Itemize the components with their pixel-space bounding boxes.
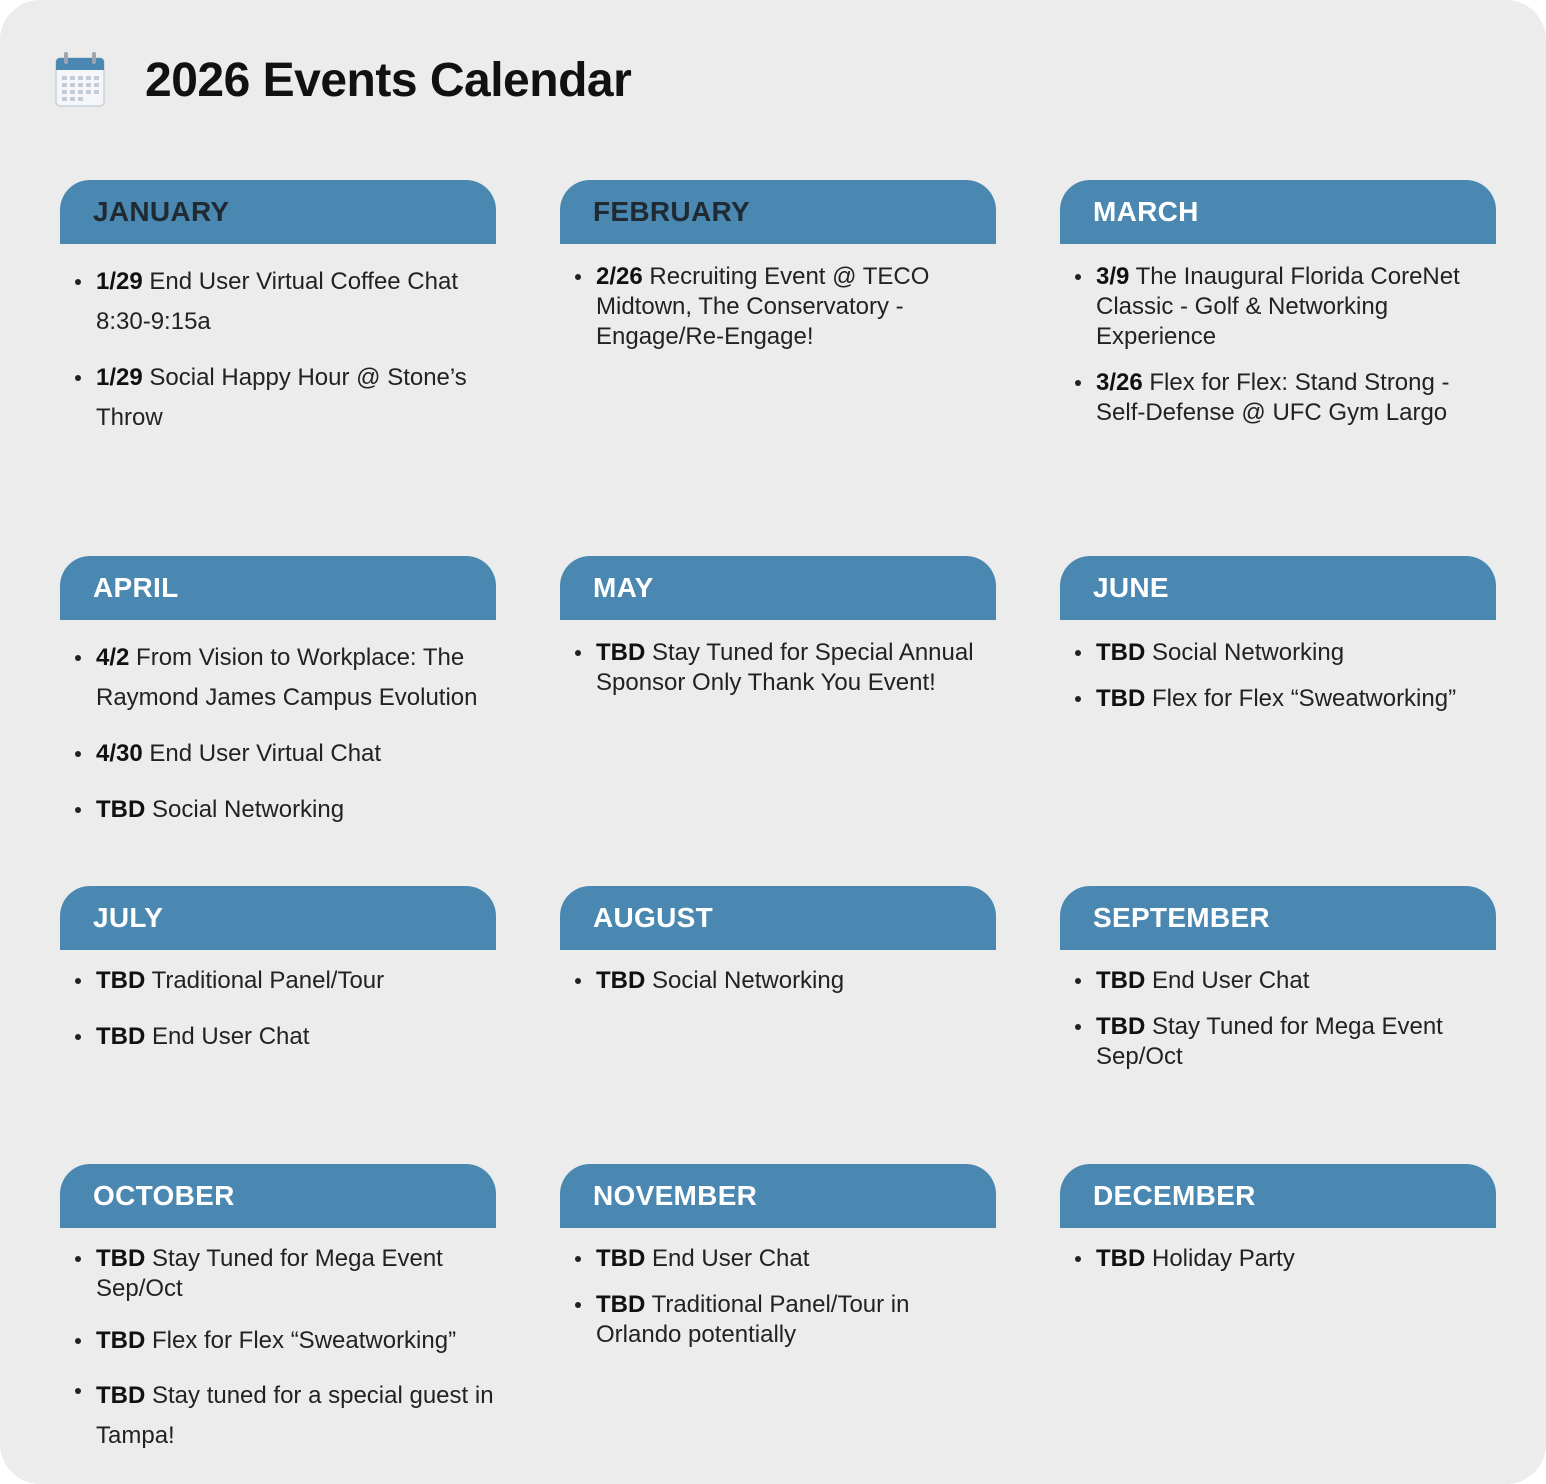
month-name: AUGUST — [593, 902, 714, 933]
month-header — [1060, 180, 1496, 244]
month-header — [60, 556, 496, 620]
month-card-march — [1060, 180, 1496, 444]
event-text: Social Networking — [652, 967, 845, 994]
event-text: Recruiting Event @ TECO Midtown, The Conservatory - Engage/Re-Engage! — [596, 263, 930, 350]
event-text: End User Virtual Chat — [149, 740, 382, 767]
month-header — [560, 1164, 996, 1228]
month-header — [60, 180, 496, 244]
event-date: TBD — [1096, 1245, 1146, 1272]
event-text: Social Happy Hour @ Stone’s Throw — [96, 364, 467, 431]
event-item — [60, 638, 496, 718]
event-item — [1060, 368, 1496, 428]
event-date: TBD — [96, 1245, 146, 1272]
month-card-november — [560, 1164, 996, 1366]
month-card-january — [60, 180, 496, 454]
event-text: Stay Tuned for Special Annual Sponsor Only Thank You Event! — [596, 639, 974, 696]
page-title: 2026 Events Calendar — [145, 54, 632, 107]
event-date: TBD — [1096, 967, 1146, 994]
event-item — [560, 262, 996, 352]
event-date: TBD — [1096, 639, 1146, 666]
event-item — [1060, 638, 1496, 668]
event-text: Traditional Panel/Tour — [151, 967, 385, 994]
calendar-icon — [54, 50, 106, 108]
month-card-september — [1060, 886, 1496, 1088]
event-text: From Vision to Workplace: The Raymond James Campus Evolution — [96, 644, 478, 711]
event-item — [60, 790, 496, 830]
event-date: TBD — [596, 1291, 646, 1318]
month-name: JULY — [93, 902, 164, 933]
event-text: Flex for Flex “Sweatworking” — [152, 1327, 457, 1354]
event-list — [1060, 620, 1496, 714]
event-item — [60, 1022, 496, 1052]
month-card-june — [1060, 556, 1496, 730]
month-name: FEBRUARY — [593, 196, 750, 227]
month-card-august — [560, 886, 996, 1012]
event-date: 1/29 — [96, 268, 143, 295]
event-text: Flex for Flex: Stand Strong - Self-Defense @ UFC Gym Largo — [1096, 369, 1450, 426]
month-card-december — [1060, 1164, 1496, 1290]
event-date: TBD — [96, 967, 146, 994]
month-header — [60, 886, 496, 950]
event-item — [560, 1290, 996, 1350]
month-name: JANUARY — [93, 196, 230, 227]
event-text: End User Chat — [1152, 967, 1310, 994]
event-list — [60, 1228, 496, 1456]
event-list — [560, 244, 996, 352]
event-text: Stay tuned for a special guest in Tampa! — [96, 1382, 494, 1449]
month-name: DECEMBER — [1093, 1180, 1256, 1211]
event-text: Flex for Flex “Sweatworking” — [1152, 685, 1457, 712]
event-list — [60, 244, 496, 438]
event-date: TBD — [1096, 1013, 1146, 1040]
event-list — [560, 1228, 996, 1350]
event-date: TBD — [96, 1023, 146, 1050]
event-item — [60, 1244, 496, 1304]
event-date: 3/26 — [1096, 369, 1143, 396]
month-name: OCTOBER — [93, 1180, 235, 1211]
month-header — [1060, 886, 1496, 950]
month-card-july — [60, 886, 496, 1068]
event-text: The Inaugural Florida CoreNet Classic - Golf & Networking Experience — [1096, 263, 1460, 350]
event-text: End User Virtual Coffee Chat 8:30-9:15a — [96, 268, 459, 335]
event-date: 3/9 — [1096, 263, 1130, 290]
event-list — [1060, 244, 1496, 428]
month-name: JUNE — [1093, 572, 1169, 603]
event-date: TBD — [596, 967, 646, 994]
event-item — [60, 1376, 496, 1456]
month-name: MAY — [593, 572, 654, 603]
month-header — [1060, 1164, 1496, 1228]
event-item — [60, 262, 496, 342]
event-text: Holiday Party — [1152, 1245, 1295, 1272]
event-item — [560, 638, 996, 698]
month-header — [60, 1164, 496, 1228]
event-item — [1060, 1012, 1496, 1072]
event-text: Social Networking — [1152, 639, 1345, 666]
event-item — [1060, 1244, 1496, 1274]
event-date: TBD — [96, 1382, 146, 1409]
month-card-october — [60, 1164, 496, 1472]
event-item — [1060, 966, 1496, 996]
event-text: End User Chat — [152, 1023, 310, 1050]
event-list — [60, 620, 496, 830]
event-list — [560, 950, 996, 996]
event-text: Stay Tuned for Mega Event Sep/Oct — [1096, 1013, 1443, 1070]
event-item — [60, 358, 496, 438]
event-item — [560, 966, 996, 996]
event-text: End User Chat — [652, 1245, 810, 1272]
event-date: TBD — [596, 1245, 646, 1272]
event-item — [60, 966, 496, 996]
event-date: TBD — [96, 796, 146, 823]
event-item — [1060, 262, 1496, 352]
event-date: TBD — [96, 1327, 146, 1354]
month-card-february — [560, 180, 996, 368]
event-date: 4/2 — [96, 644, 130, 671]
month-header — [560, 886, 996, 950]
event-date: TBD — [596, 639, 646, 666]
month-header — [1060, 556, 1496, 620]
event-text: Stay Tuned for Mega Event Sep/Oct — [96, 1245, 443, 1302]
month-name: APRIL — [93, 572, 179, 603]
event-list — [60, 950, 496, 1052]
event-item — [60, 734, 496, 774]
month-name: NOVEMBER — [593, 1180, 758, 1211]
event-date: 2/26 — [596, 263, 643, 290]
event-date: TBD — [1096, 685, 1146, 712]
month-card-may — [560, 556, 996, 714]
month-name: MARCH — [1093, 196, 1199, 227]
event-text: Social Networking — [152, 796, 345, 823]
event-date: 1/29 — [96, 364, 143, 391]
month-name: SEPTEMBER — [1093, 902, 1270, 933]
event-list — [560, 620, 996, 698]
event-item — [1060, 684, 1496, 714]
event-text: Traditional Panel/Tour in Orlando potentially — [596, 1291, 910, 1348]
month-card-april — [60, 556, 496, 846]
month-header — [560, 180, 996, 244]
event-item — [60, 1326, 496, 1356]
event-list — [1060, 1228, 1496, 1274]
event-list — [1060, 950, 1496, 1072]
event-date: 4/30 — [96, 740, 143, 767]
month-header — [560, 556, 996, 620]
event-item — [560, 1244, 996, 1274]
